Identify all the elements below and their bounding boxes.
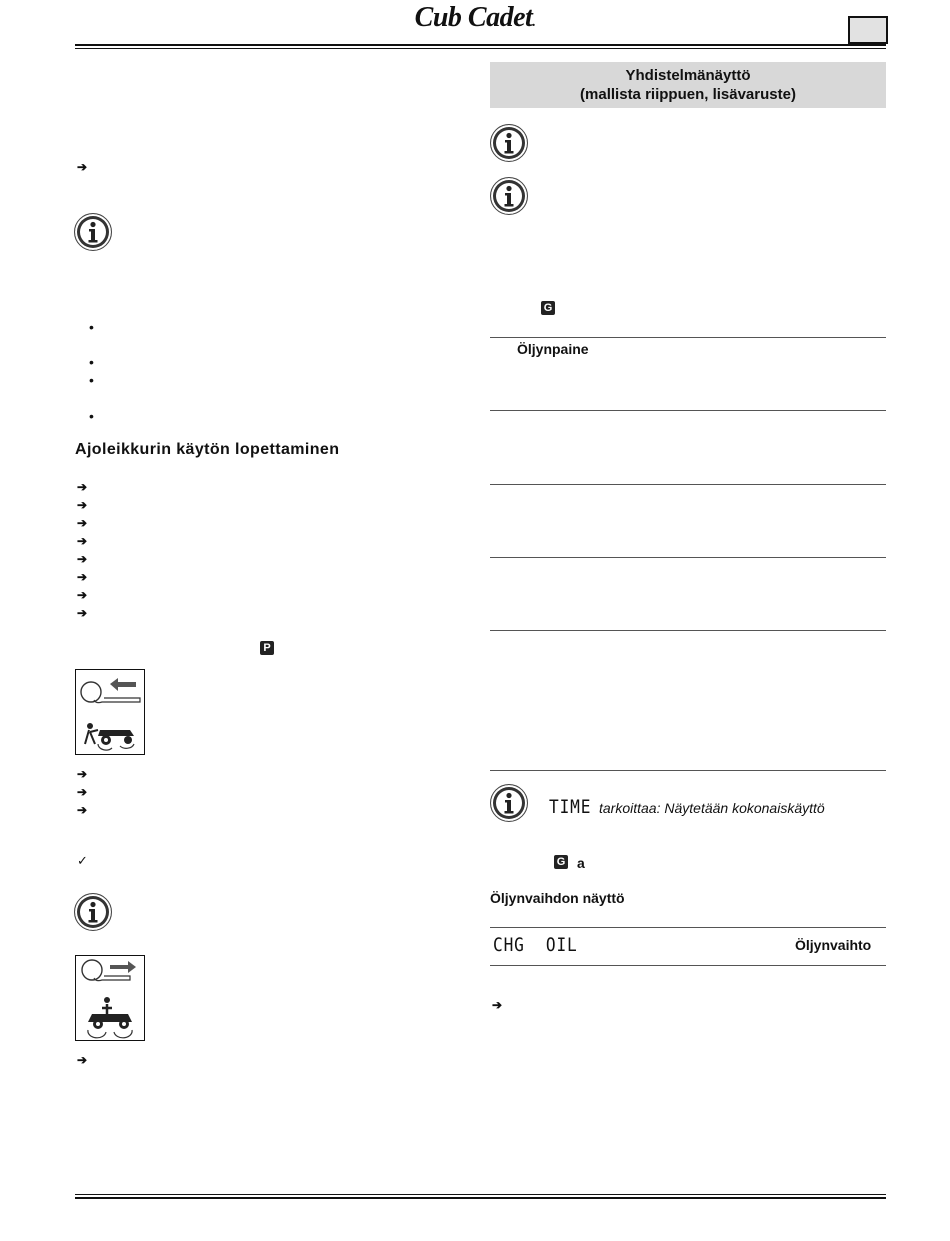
oil-pressure-label: Öljynpaine — [517, 341, 589, 357]
bullet-icon: • — [89, 408, 94, 424]
brake-pedal-pictogram — [75, 669, 145, 755]
info-icon — [490, 784, 528, 822]
table-rule — [490, 630, 886, 631]
table-rule — [490, 410, 886, 411]
arrow-icon: ➔ — [77, 570, 88, 584]
table-rule — [490, 557, 886, 558]
table-rule — [490, 770, 886, 771]
arrow-icon: ➔ — [77, 803, 88, 817]
info-icon — [74, 213, 112, 251]
brand-logo — [0, 2, 950, 34]
section-heading-stop: Ajoleikkurin käytön lopettaminen — [75, 441, 340, 458]
arrow-icon: ➔ — [77, 606, 88, 620]
info-icon — [490, 124, 528, 162]
header-rule-thin — [75, 48, 886, 49]
bullet-icon: • — [89, 354, 94, 370]
arrow-icon: ➔ — [77, 516, 88, 530]
arrow-icon: ➔ — [77, 1053, 88, 1067]
footer-rule-thin — [75, 1194, 886, 1195]
time-description: tarkoittaa: Näytetään kokonaiskäyttö — [599, 800, 825, 816]
arrow-icon: ➔ — [77, 588, 88, 602]
oil-change-label: Öljynvaihto — [795, 937, 872, 953]
arrow-icon: ➔ — [77, 534, 88, 548]
bullet-icon: • — [89, 319, 94, 335]
chg-oil-lcd-readout: CHG OIL — [493, 934, 578, 956]
arrow-icon: ➔ — [77, 498, 88, 512]
page-language-box — [848, 16, 888, 44]
table-rule — [490, 337, 886, 338]
section-title-line1: Yhdistelmänäyttö — [625, 67, 751, 84]
info-icon — [490, 177, 528, 215]
section-heading-combo-display — [490, 62, 886, 108]
arrow-icon: ➔ — [77, 785, 88, 799]
check-icon: ✓ — [77, 853, 88, 868]
header-rule — [75, 44, 886, 46]
arrow-icon: ➔ — [77, 767, 88, 781]
brand-logo-text: Cub Cadet — [414, 2, 533, 33]
bullet-icon: • — [89, 372, 94, 388]
table-rule — [490, 965, 886, 966]
table-rule — [490, 484, 886, 485]
g-key-suffix: a — [577, 855, 585, 871]
section-title-line2: (mallista riippuen, lisävaruste) — [580, 86, 796, 103]
g-key-badge: G — [554, 855, 568, 869]
release-pedal-pictogram — [75, 955, 145, 1041]
oil-change-heading: Öljynvaihdon näyttö — [490, 890, 625, 906]
arrow-icon: ➔ — [77, 160, 88, 174]
brand-logo-mark: . — [532, 15, 536, 30]
park-key-badge: P — [260, 641, 274, 655]
time-lcd-readout: TIME — [549, 796, 592, 818]
arrow-icon: ➔ — [492, 998, 503, 1012]
table-rule — [490, 927, 886, 928]
info-icon — [74, 893, 112, 931]
footer-rule — [75, 1197, 886, 1199]
arrow-icon: ➔ — [77, 552, 88, 566]
g-key-badge: G — [541, 301, 555, 315]
arrow-icon: ➔ — [77, 480, 88, 494]
